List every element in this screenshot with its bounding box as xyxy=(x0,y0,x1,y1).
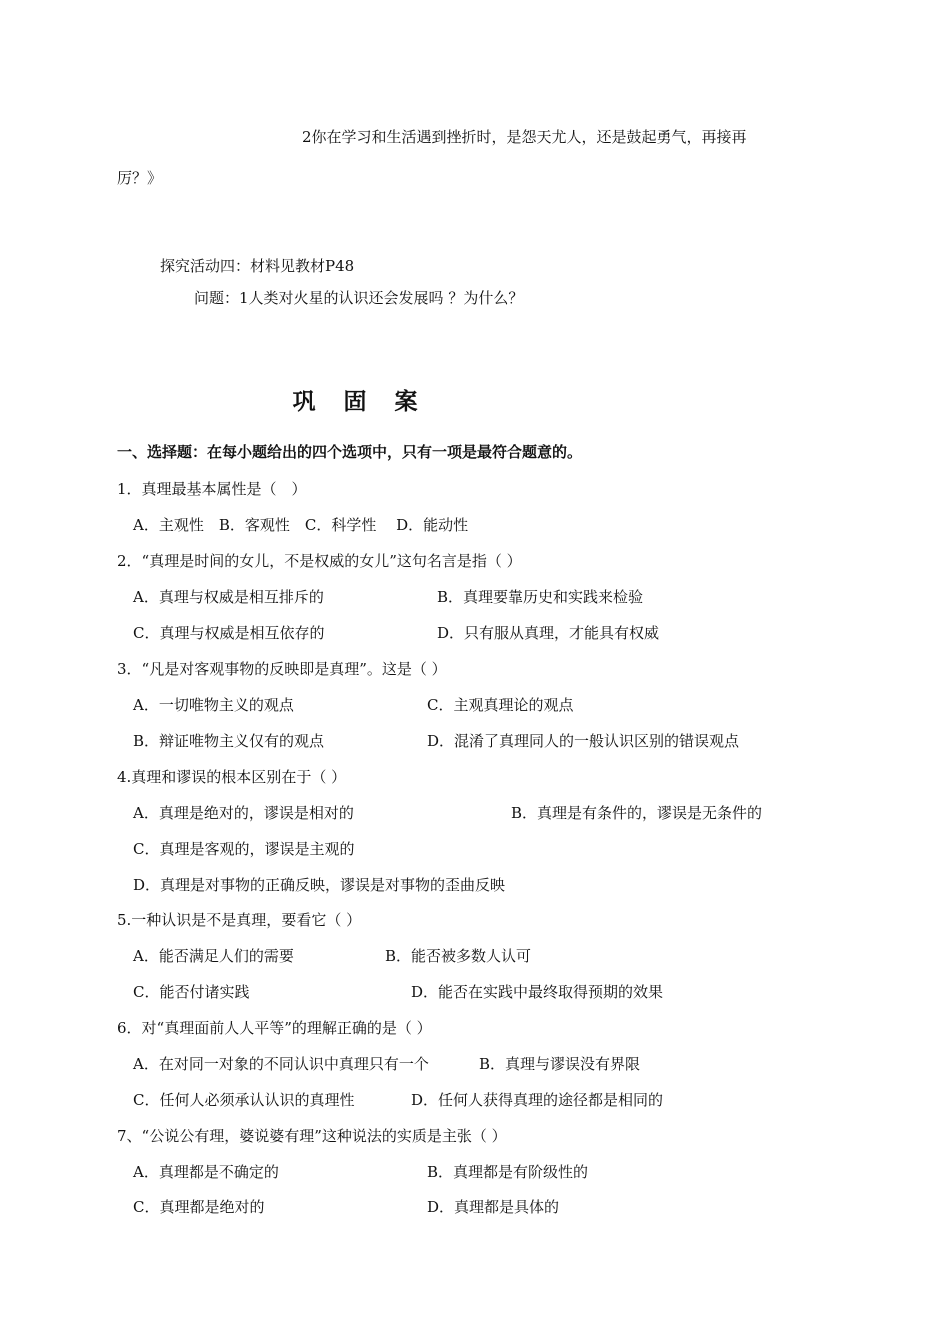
q5-stem: 5.一种认识是不是真理，要看它（ ） xyxy=(117,911,362,929)
q6-stem: 6．对“真理面前人人平等”的理解正确的是（ ） xyxy=(117,1019,432,1037)
q3-option-b: B．辩证唯物主义仅有的观点 xyxy=(133,732,325,750)
q2-stem: 2．“真理是时间的女儿，不是权威的女儿”这句名言是指（ ） xyxy=(117,552,522,570)
q2-option-c: C．真理与权威是相互依存的 xyxy=(133,624,325,642)
section-title: 巩 固 案 xyxy=(292,389,428,415)
q5-option-b: B．能否被多数人认可 xyxy=(385,947,532,965)
reflection-q2-line1: 2你在学习和生活遇到挫折时，是怨天尤人，还是鼓起勇气，再接再 xyxy=(302,128,747,146)
q7-option-c: C．真理都是绝对的 xyxy=(133,1198,265,1216)
q6-option-c: C．任何人必须承认认识的真理性 xyxy=(133,1091,355,1109)
activity4-question: 问题：1人类对火星的认识还会发展吗 ？为什么？ xyxy=(194,289,524,307)
q6-option-b: B．真理与谬误没有界限 xyxy=(479,1055,641,1073)
q2-option-b: B．真理要靠历史和实践来检验 xyxy=(437,588,644,606)
q7-option-a: A．真理都是不确定的 xyxy=(133,1163,279,1181)
q6-option-a: A．在对同一对象的不同认识中真理只有一个 xyxy=(133,1055,429,1073)
q7-option-b: B．真理都是有阶级性的 xyxy=(427,1163,589,1181)
activity4-heading: 探究活动四：材料见教材P48 xyxy=(160,257,355,275)
q7-stem: 7、“公说公有理，婆说婆有理”这种说法的实质是主张（ ） xyxy=(117,1127,507,1145)
q4-option-a: A．真理是绝对的，谬误是相对的 xyxy=(133,804,354,822)
choice-section-heading: 一、选择题：在每小题给出的四个选项中，只有一项是最符合题意的。 xyxy=(117,443,583,461)
q5-option-c: C．能否付诸实践 xyxy=(133,983,250,1001)
q7-option-d: D．真理都是具体的 xyxy=(427,1198,560,1216)
q5-option-d: D．能否在实践中最终取得预期的效果 xyxy=(411,983,664,1001)
q3-stem: 3．“凡是对客观事物的反映即是真理”。这是（ ） xyxy=(117,660,447,678)
q4-stem: 4.真理和谬误的根本区别在于（ ） xyxy=(117,768,347,786)
q5-option-a: A．能否满足人们的需要 xyxy=(133,947,294,965)
q4-option-d: D．真理是对事物的正确反映，谬误是对事物的歪曲反映 xyxy=(133,876,506,894)
reflection-q2-line2: 厉？》 xyxy=(117,169,163,187)
q6-option-d: D．任何人获得真理的途径都是相同的 xyxy=(411,1091,664,1109)
q3-option-a: A．一切唯物主义的观点 xyxy=(133,696,294,714)
q2-option-a: A．真理与权威是相互排斥的 xyxy=(133,588,324,606)
q3-option-d: D．混淆了真理同人的一般认识区别的错误观点 xyxy=(427,732,740,750)
q1-stem: 1．真理最基本属性是（ ） xyxy=(117,480,307,498)
q1-options: A．主观性 B．客观性 C．科学性 D．能动性 xyxy=(133,516,469,534)
q4-option-b: B．真理是有条件的，谬误是无条件的 xyxy=(511,804,763,822)
q2-option-d: D．只有服从真理，才能具有权威 xyxy=(437,624,660,642)
q4-option-c: C．真理是客观的，谬误是主观的 xyxy=(133,840,355,858)
q3-option-c: C．主观真理论的观点 xyxy=(427,696,574,714)
